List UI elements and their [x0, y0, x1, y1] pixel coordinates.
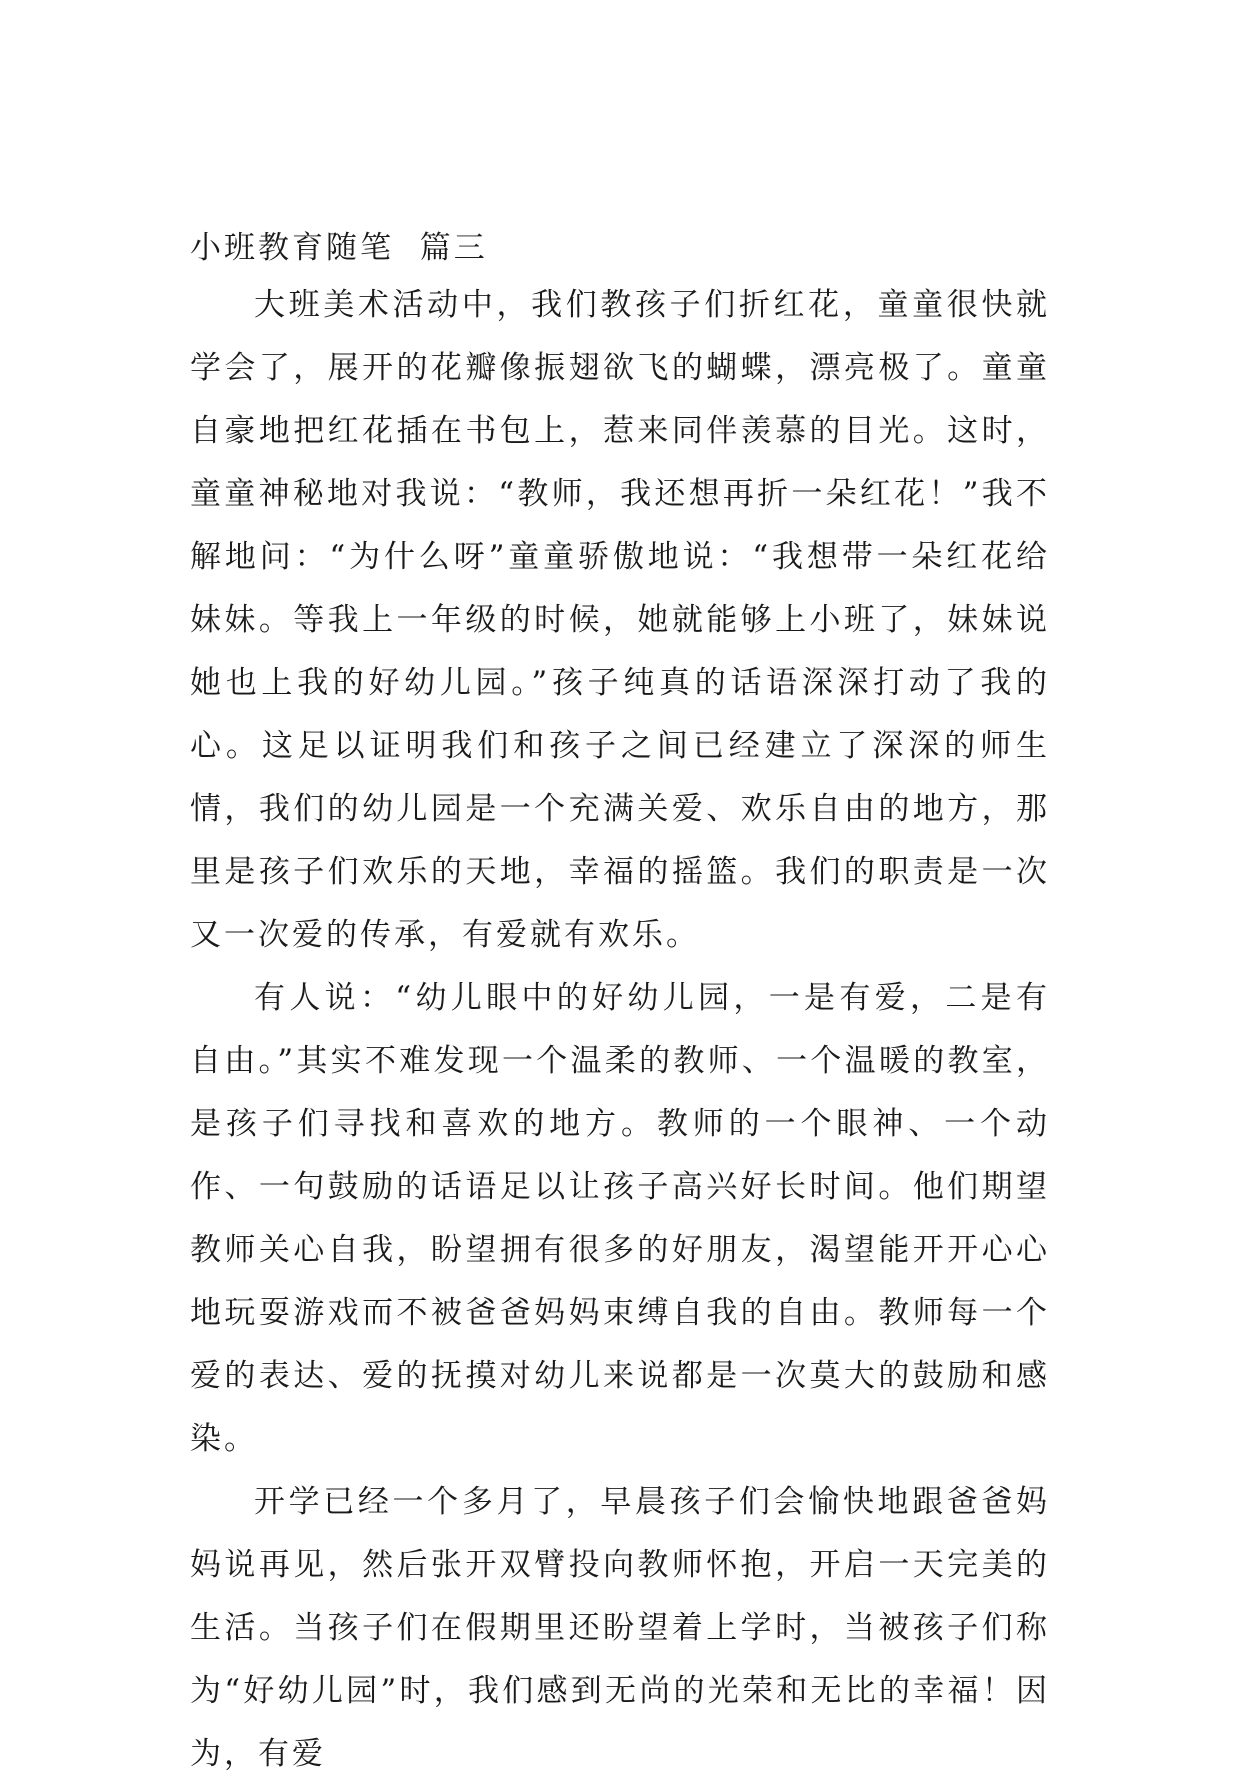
document-page	[190, 222, 1050, 1786]
document-title: 小班教育随笔 篇三	[190, 230, 488, 266]
paragraph-3: 开学已经一个多月了，早晨孩子们会愉快地跟爸爸妈妈说再见，然后张开双臂投向教师怀抱，开启一天完美的生活。当孩子们在假期里还盼望着上学时，当被孩子们称为“好幼儿园”时，我们感到无尚的光荣和无比的幸福！因为，有爱	[190, 1484, 1050, 1772]
paragraph-2: 有人说：“幼儿眼中的好幼儿园，一是有爱，二是有自由。”其实不难发现一个温柔的教师、一个温暖的教室，是孩子们寻找和喜欢的地方。教师的一个眼神、一个动作、一句鼓励的话语足以让孩子高兴好长时间。他们期望教师关心自我，盼望拥有很多的好朋友，渴望能开开心心地玩耍游戏而不被爸爸妈妈束缚自我的自由。教师每一个爱的表达、爱的抚摸对幼儿来说都是一次莫大的鼓励和感染。	[190, 980, 1050, 1457]
paragraph-1: 大班美术活动中，我们教孩子们折红花，童童很快就学会了，展开的花瓣像振翅欲飞的蝴蝶，漂亮极了。童童自豪地把红花插在书包上，惹来同伴羡慕的目光。这时，童童神秘地对我说：“教师，我还想再折一朵红花！”我不解地问：“为什么呀”童童骄傲地说：“我想带一朵红花给妹妹。等我上一年级的时候，她就能够上小班了，妹妹说她也上我的好幼儿园。”孩子纯真的话语深深打动了我的心。这足以证明我们和孩子之间已经建立了深深的师生情，我们的幼儿园是一个充满关爱、欢乐自由的地方，那里是孩子们欢乐的天地，幸福的摇篮。我们的职责是一次又一次爱的传承，有爱就有欢乐。	[190, 287, 1050, 953]
